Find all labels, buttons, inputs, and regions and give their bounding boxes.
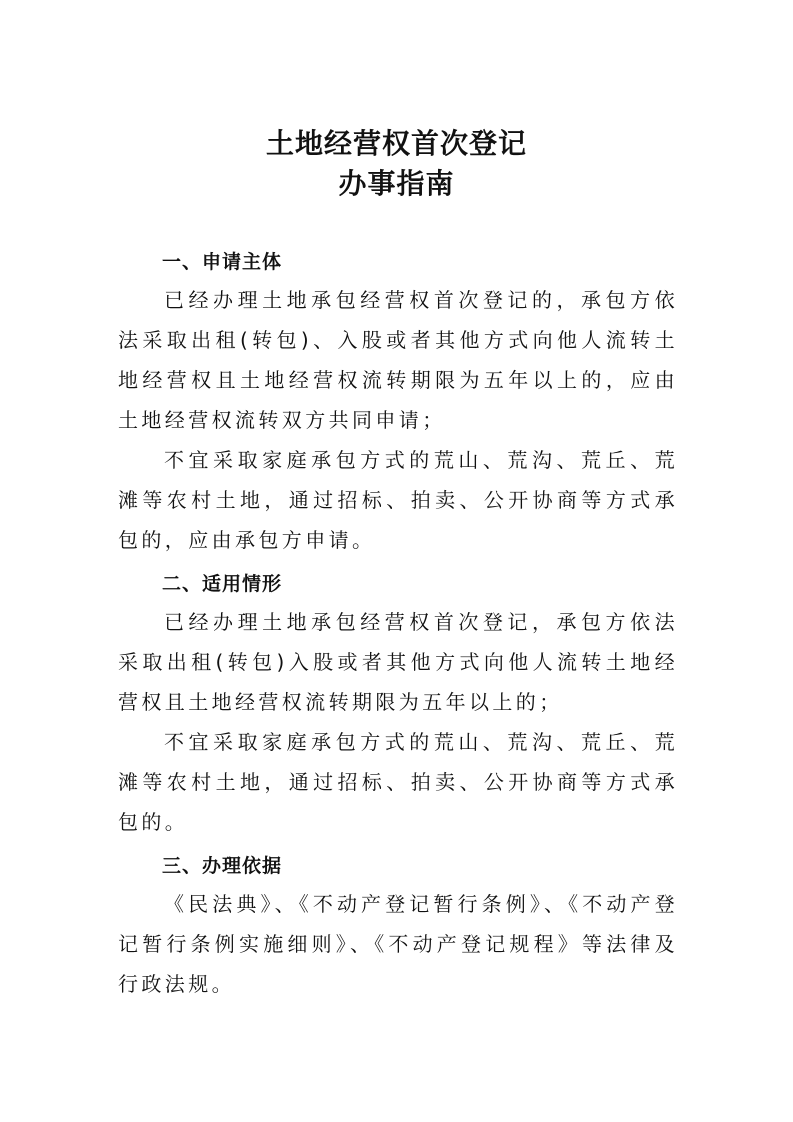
section-paragraph: 已经办理土地承包经营权首次登记的，承包方依法采取出租(转包)、入股或者其他方式向他人流转土地经营权且土地经营权流转期限为五年以上的，应由土地经营权流转双方共同申请；	[118, 288, 678, 432]
section-paragraph: 《民法典》、《不动产登记暂行条例》、《不动产登记暂行条例实施细则》、《不动产登记规程》等法律及行政法规。	[118, 892, 678, 996]
document-body	[118, 244, 678, 1010]
section-applicable-cases	[118, 566, 678, 842]
section-heading: 三、办理依据	[162, 855, 283, 877]
section-paragraph: 不宜采取家庭承包方式的荒山、荒沟、荒丘、荒滩等农村土地，通过招标、拍卖、公开协商等方式承包的。	[118, 730, 678, 834]
section-applicant	[118, 244, 678, 560]
section-heading: 二、适用情形	[162, 573, 283, 595]
section-paragraph: 不宜采取家庭承包方式的荒山、荒沟、荒丘、荒滩等农村土地，通过招标、拍卖、公开协商等方式承包的，应由承包方申请。	[118, 448, 678, 552]
document-subtitle: 办事指南	[338, 167, 455, 200]
section-paragraph: 已经办理土地承包经营权首次登记，承包方依法采取出租(转包)入股或者其他方式向他人流转土地经营权且土地经营权流转期限为五年以上的；	[118, 610, 678, 714]
document-title: 土地经营权首次登记	[265, 127, 527, 160]
section-heading: 一、申请主体	[162, 251, 283, 273]
section-legal-basis	[118, 848, 678, 1004]
